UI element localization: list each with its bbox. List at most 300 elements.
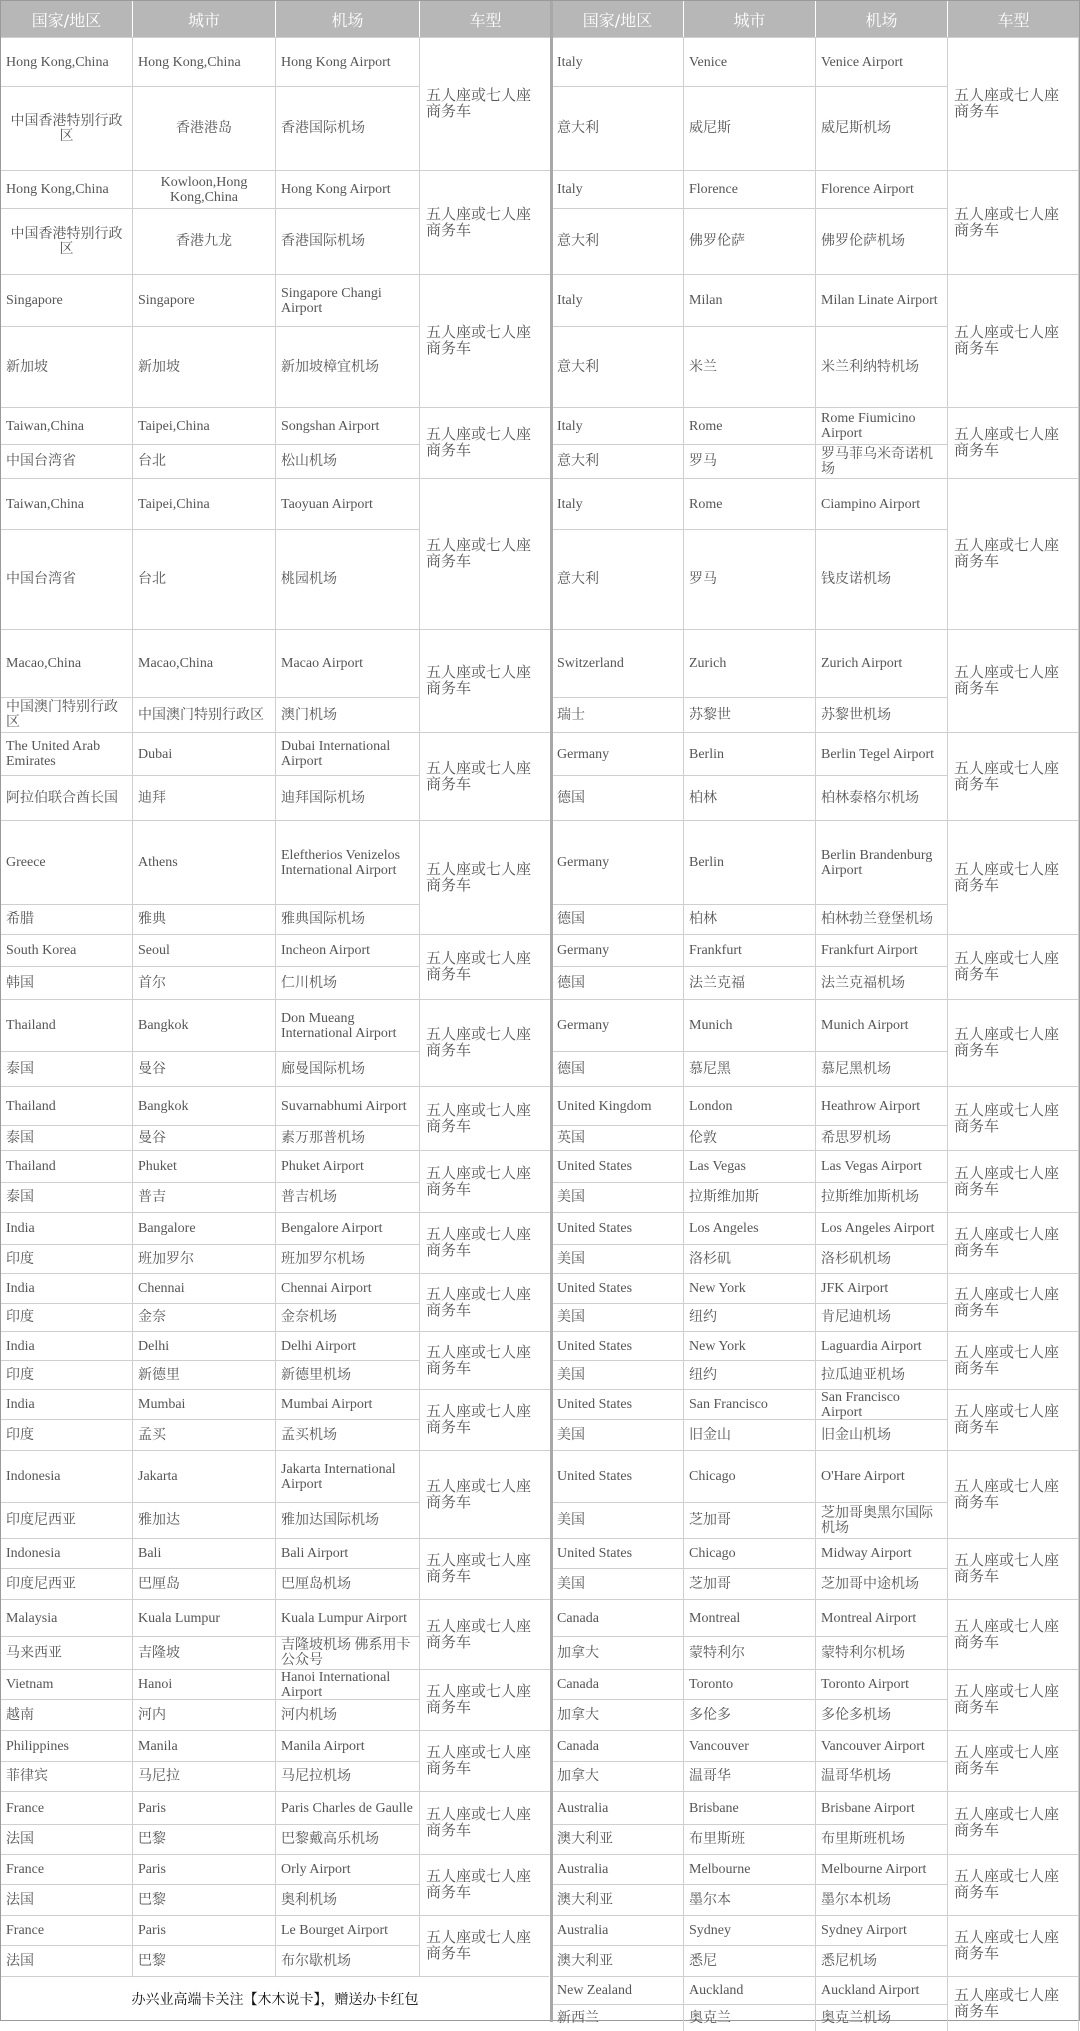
right-city-text: Sydney bbox=[689, 1923, 731, 1938]
left-car-type-cell: 五人座或七人座商务车 bbox=[420, 629, 552, 732]
left-country-text: India bbox=[6, 1397, 35, 1412]
right-city-cell bbox=[684, 1699, 816, 1730]
right-airport-text: Vancouver Airport bbox=[821, 1738, 925, 1754]
left-country-cell bbox=[1, 1945, 133, 1976]
left-airport-text: 素万那普机场 bbox=[281, 1130, 365, 1146]
left-airport-cell bbox=[276, 934, 420, 966]
right-airport-text: 拉斯维加斯机场 bbox=[821, 1190, 919, 1205]
right-airport-text: 拉瓜迪亚机场 bbox=[821, 1367, 905, 1383]
right-car-type-cell: 五人座或七人座商务车 bbox=[948, 999, 1079, 1086]
right-airport-cell bbox=[816, 1419, 948, 1450]
right-country-text: 新西兰 bbox=[557, 2010, 599, 2026]
right-airport-cell bbox=[816, 1538, 948, 1568]
left-airport-text: Hong Kong Airport bbox=[281, 182, 391, 197]
right-country-text: 加拿大 bbox=[557, 1769, 599, 1784]
left-car-type-cell: 五人座或七人座商务车 bbox=[420, 1669, 552, 1730]
left-country-cell bbox=[1, 208, 133, 274]
right-city-cell bbox=[684, 1273, 816, 1303]
left-airport-cell bbox=[276, 966, 420, 999]
right-city-text: Frankfurt bbox=[689, 943, 742, 958]
right-car-type-cell: 五人座或七人座商务车 bbox=[948, 274, 1079, 407]
left-city-text: 迪拜 bbox=[138, 790, 166, 806]
left-city-cell bbox=[133, 1884, 276, 1915]
left-city-cell bbox=[133, 1244, 276, 1273]
left-city-cell bbox=[133, 1824, 276, 1854]
right-city-cell bbox=[684, 444, 816, 478]
right-city-text: 芝加哥 bbox=[689, 1576, 731, 1592]
right-city-text: 罗马 bbox=[689, 572, 717, 587]
right-airport-text: San Francisco Airport bbox=[821, 1389, 900, 1419]
right-airport-cell bbox=[816, 274, 948, 326]
left-country-text: 印度 bbox=[6, 1367, 34, 1383]
right-country-text: Germany bbox=[557, 943, 610, 958]
right-airport-cell bbox=[816, 999, 948, 1051]
left-country-cell bbox=[1, 1824, 133, 1854]
right-car-type-cell: 五人座或七人座商务车 bbox=[948, 407, 1079, 478]
left-airport-text: 金奈机场 bbox=[281, 1310, 337, 1325]
left-airport-text: 松山机场 bbox=[281, 454, 337, 469]
left-city-text: 巴厘岛 bbox=[138, 1576, 180, 1592]
right-car-type-cell: 五人座或七人座商务车 bbox=[948, 1669, 1079, 1730]
left-country-cell bbox=[1, 407, 133, 444]
right-city-cell bbox=[684, 1303, 816, 1331]
right-city-text: 旧金山 bbox=[689, 1427, 731, 1443]
left-airport-text: Songshan Airport bbox=[281, 418, 380, 434]
right-city-cell bbox=[684, 407, 816, 444]
left-country-cell bbox=[1, 1419, 133, 1450]
left-airport-cell bbox=[276, 732, 420, 775]
left-airport-cell bbox=[276, 999, 420, 1051]
left-airport-cell bbox=[276, 1244, 420, 1273]
right-airport-text: Brisbane Airport bbox=[821, 1800, 915, 1816]
left-city-cell bbox=[133, 1303, 276, 1331]
right-city-text: Milan bbox=[689, 293, 723, 308]
left-city-text: Paris bbox=[138, 1800, 166, 1816]
left-airport-cell bbox=[276, 1636, 420, 1669]
left-airport-cell bbox=[276, 697, 420, 732]
left-country-text: 中国香港特别行政区 bbox=[10, 113, 123, 144]
right-country-text: 美国 bbox=[557, 1251, 585, 1267]
left-city-text: Singapore bbox=[138, 293, 195, 308]
right-city-cell bbox=[684, 732, 816, 775]
left-airport-cell bbox=[276, 208, 420, 274]
left-car-type-cell: 五人座或七人座商务车 bbox=[420, 1538, 552, 1599]
right-airport-cell bbox=[816, 1599, 948, 1636]
left-country-cell bbox=[1, 1568, 133, 1599]
right-city-cell bbox=[684, 1389, 816, 1419]
right-car-type-cell: 五人座或七人座商务车 bbox=[948, 1854, 1079, 1915]
right-airport-cell bbox=[816, 1051, 948, 1086]
right-airport-cell bbox=[816, 86, 948, 170]
left-city-text: 班加罗尔 bbox=[138, 1251, 194, 1267]
left-country-cell bbox=[1, 274, 133, 326]
left-airport-cell bbox=[276, 1699, 420, 1730]
right-country-cell bbox=[552, 1150, 684, 1182]
right-car-type-cell: 五人座或七人座商务车 bbox=[948, 934, 1079, 999]
right-city-text: San Francisco bbox=[689, 1397, 768, 1412]
right-country-cell bbox=[552, 86, 684, 170]
right-country-cell bbox=[552, 170, 684, 208]
left-city-cell bbox=[133, 86, 276, 170]
right-airport-text: Los Angeles Airport bbox=[821, 1221, 935, 1236]
right-airport-cell bbox=[816, 1150, 948, 1182]
left-airport-text: Don Mueang International Airport bbox=[281, 1010, 397, 1041]
left-country-cell bbox=[1, 1884, 133, 1915]
right-airport-text: 法兰克福机场 bbox=[821, 975, 905, 991]
left-car-type-cell: 五人座或七人座商务车 bbox=[420, 1273, 552, 1331]
right-airport-text: Ciampino Airport bbox=[821, 496, 921, 512]
right-city-cell bbox=[684, 1086, 816, 1125]
right-airport-text: 墨尔本机场 bbox=[821, 1892, 891, 1908]
left-city-text: Bangkok bbox=[138, 1018, 189, 1033]
right-airport-cell bbox=[816, 478, 948, 529]
left-city-cell bbox=[133, 274, 276, 326]
header-country-right: 国家/地区 bbox=[552, 1, 684, 37]
right-country-text: Canada bbox=[557, 1738, 599, 1754]
right-country-text: Italy bbox=[557, 496, 583, 512]
left-country-cell bbox=[1, 775, 133, 820]
left-country-cell bbox=[1, 1212, 133, 1244]
right-city-text: 罗马 bbox=[689, 454, 717, 469]
right-airport-text: 佛罗伦萨机场 bbox=[821, 234, 905, 249]
right-country-cell bbox=[552, 1273, 684, 1303]
left-city-cell bbox=[133, 1945, 276, 1976]
left-country-text: 中国台湾省 bbox=[6, 454, 76, 469]
left-airport-cell bbox=[276, 1303, 420, 1331]
right-city-cell bbox=[684, 697, 816, 732]
right-airport-text: Florence Airport bbox=[821, 182, 914, 197]
left-city-text: Jakarta bbox=[138, 1469, 178, 1484]
right-city-text: New York bbox=[689, 1338, 746, 1354]
right-city-text: 奥克兰 bbox=[689, 2010, 731, 2026]
left-country-cell bbox=[1, 1125, 133, 1150]
left-airport-text: Chennai Airport bbox=[281, 1281, 372, 1296]
right-country-text: United States bbox=[557, 1338, 633, 1354]
left-city-text: Kuala Lumpur bbox=[138, 1610, 221, 1626]
left-airport-cell bbox=[276, 1538, 420, 1568]
left-city-cell bbox=[133, 1761, 276, 1791]
right-city-cell bbox=[684, 1824, 816, 1854]
right-city-text: Rome bbox=[689, 418, 723, 434]
left-city-text: 香港九龙 bbox=[176, 234, 232, 249]
left-country-cell bbox=[1, 1244, 133, 1273]
left-airport-cell bbox=[276, 274, 420, 326]
left-city-cell bbox=[133, 1915, 276, 1945]
right-city-text: Las Vegas bbox=[689, 1159, 746, 1174]
right-airport-cell bbox=[816, 1360, 948, 1389]
left-city-text: 雅典 bbox=[138, 912, 166, 927]
left-airport-cell bbox=[276, 1331, 420, 1360]
left-airport-cell bbox=[276, 86, 420, 170]
left-airport-cell bbox=[276, 1761, 420, 1791]
left-country-cell bbox=[1, 1791, 133, 1824]
left-country-text: 中国香港特别行政区 bbox=[10, 226, 123, 257]
right-city-cell bbox=[684, 1945, 816, 1976]
left-airport-text: Phuket Airport bbox=[281, 1159, 364, 1174]
right-airport-text: Midway Airport bbox=[821, 1546, 912, 1561]
right-car-type-cell: 五人座或七人座商务车 bbox=[948, 1331, 1079, 1389]
right-city-cell bbox=[684, 820, 816, 904]
right-airport-cell bbox=[816, 1824, 948, 1854]
left-country-text: France bbox=[6, 1862, 45, 1877]
right-airport-cell bbox=[816, 2004, 948, 2031]
right-country-cell bbox=[552, 274, 684, 326]
right-city-text: Rome bbox=[689, 496, 723, 512]
right-country-cell bbox=[552, 1915, 684, 1945]
right-city-text: Montreal bbox=[689, 1610, 741, 1626]
header-car-right: 车型 bbox=[948, 1, 1079, 37]
left-airport-text: 雅典国际机场 bbox=[281, 912, 365, 927]
left-country-text: 越南 bbox=[6, 1707, 34, 1723]
left-country-cell bbox=[1, 1331, 133, 1360]
right-airport-cell bbox=[816, 1212, 948, 1244]
right-airport-text: Rome Fiumicino Airport bbox=[821, 411, 916, 441]
right-car-type-cell: 五人座或七人座商务车 bbox=[948, 1212, 1079, 1273]
right-airport-cell bbox=[816, 1945, 948, 1976]
left-city-text: Seoul bbox=[138, 943, 170, 958]
right-city-cell bbox=[684, 1212, 816, 1244]
left-airport-cell bbox=[276, 1502, 420, 1538]
left-airport-text: 奥利机场 bbox=[281, 1892, 337, 1908]
right-airport-text: 洛杉矶机场 bbox=[821, 1251, 891, 1267]
left-country-text: Thailand bbox=[6, 1018, 56, 1033]
left-airport-text: Jakarta International Airport bbox=[281, 1461, 396, 1492]
right-country-text: United States bbox=[557, 1546, 633, 1561]
left-airport-text: Bengalore Airport bbox=[281, 1221, 383, 1236]
left-city-text: Bangkok bbox=[138, 1098, 189, 1114]
left-country-text: India bbox=[6, 1338, 35, 1354]
left-city-cell bbox=[133, 1599, 276, 1636]
right-country-text: Australia bbox=[557, 1862, 609, 1877]
right-airport-text: 芝加哥中途机场 bbox=[821, 1576, 919, 1592]
right-airport-cell bbox=[816, 1791, 948, 1824]
left-city-text: Mumbai bbox=[138, 1397, 186, 1412]
right-city-cell bbox=[684, 170, 816, 208]
right-city-cell bbox=[684, 1051, 816, 1086]
right-city-text: Vancouver bbox=[689, 1738, 749, 1754]
right-city-text: Melbourne bbox=[689, 1862, 751, 1877]
right-airport-text: Las Vegas Airport bbox=[821, 1159, 922, 1174]
right-car-type-cell: 五人座或七人座商务车 bbox=[948, 170, 1079, 274]
left-airport-text: Paris Charles de Gaulle bbox=[281, 1800, 413, 1816]
right-airport-text: 威尼斯机场 bbox=[821, 121, 891, 136]
right-city-cell bbox=[684, 904, 816, 934]
right-country-text: 美国 bbox=[557, 1513, 585, 1528]
left-country-text: 印度尼西亚 bbox=[6, 1576, 76, 1592]
right-country-cell bbox=[552, 37, 684, 86]
left-city-text: 台北 bbox=[138, 572, 166, 587]
left-city-text: 巴黎 bbox=[138, 1832, 166, 1847]
left-country-cell bbox=[1, 1636, 133, 1669]
left-country-text: 阿拉伯联合酋长国 bbox=[6, 790, 118, 806]
left-country-text: Hong Kong,China bbox=[6, 182, 109, 197]
left-city-text: Athens bbox=[138, 855, 178, 870]
left-city-cell bbox=[133, 1502, 276, 1538]
left-car-type-cell: 五人座或七人座商务车 bbox=[420, 1331, 552, 1389]
right-country-text: Germany bbox=[557, 746, 610, 762]
right-city-text: 拉斯维加斯 bbox=[689, 1190, 759, 1205]
left-airport-text: 巴黎戴高乐机场 bbox=[281, 1832, 379, 1847]
left-city-cell bbox=[133, 1699, 276, 1730]
right-country-text: 澳大利亚 bbox=[557, 1832, 613, 1847]
left-country-text: 泰国 bbox=[6, 1061, 34, 1077]
header-airport-left: 机场 bbox=[276, 1, 420, 37]
left-country-cell bbox=[1, 1182, 133, 1212]
left-airport-text: 新加坡樟宜机场 bbox=[281, 359, 379, 375]
left-country-cell bbox=[1, 1699, 133, 1730]
right-city-cell bbox=[684, 1636, 816, 1669]
left-country-text: India bbox=[6, 1221, 35, 1236]
right-city-text: Florence bbox=[689, 182, 738, 197]
left-city-cell bbox=[133, 999, 276, 1051]
right-city-text: Berlin bbox=[689, 855, 724, 870]
left-car-type-cell: 五人座或七人座商务车 bbox=[420, 1086, 552, 1150]
right-city-cell bbox=[684, 37, 816, 86]
right-city-text: Chicago bbox=[689, 1469, 736, 1484]
right-airport-cell bbox=[816, 444, 948, 478]
left-country-cell bbox=[1, 697, 133, 732]
right-country-cell bbox=[552, 1824, 684, 1854]
left-airport-cell bbox=[276, 1568, 420, 1599]
left-city-text: Taipei,China bbox=[138, 496, 210, 512]
left-city-text: Hanoi bbox=[138, 1677, 173, 1692]
left-country-cell bbox=[1, 999, 133, 1051]
left-country-cell bbox=[1, 1360, 133, 1389]
right-city-cell bbox=[684, 934, 816, 966]
right-airport-text: 肯尼迪机场 bbox=[821, 1310, 891, 1325]
right-airport-cell bbox=[816, 1761, 948, 1791]
right-car-type-cell: 五人座或七人座商务车 bbox=[948, 1791, 1079, 1854]
right-city-text: Los Angeles bbox=[689, 1221, 759, 1236]
right-airport-text: 柏林勃兰登堡机场 bbox=[821, 912, 933, 927]
right-country-cell bbox=[552, 1086, 684, 1125]
left-city-cell bbox=[133, 407, 276, 444]
right-city-text: 蒙特利尔 bbox=[689, 1645, 745, 1661]
right-airport-text: Frankfurt Airport bbox=[821, 943, 918, 958]
right-city-text: 威尼斯 bbox=[689, 121, 731, 136]
left-country-cell bbox=[1, 629, 133, 697]
left-country-text: 法国 bbox=[6, 1832, 34, 1847]
left-airport-text: 新德里机场 bbox=[281, 1367, 351, 1383]
right-country-cell bbox=[552, 1360, 684, 1389]
left-airport-text: Manila Airport bbox=[281, 1738, 365, 1754]
left-airport-cell bbox=[276, 1945, 420, 1976]
left-airport-cell bbox=[276, 820, 420, 904]
left-city-cell bbox=[133, 697, 276, 732]
left-city-cell bbox=[133, 1419, 276, 1450]
right-airport-text: 罗马菲乌米奇诺机场 bbox=[821, 446, 933, 477]
right-car-type-cell: 五人座或七人座商务车 bbox=[948, 1150, 1079, 1212]
right-airport-cell bbox=[816, 904, 948, 934]
left-country-text: Thailand bbox=[6, 1098, 56, 1114]
left-city-cell bbox=[133, 1854, 276, 1884]
left-city-text: 香港港岛 bbox=[176, 121, 232, 136]
right-city-text: Zurich bbox=[689, 656, 727, 671]
left-country-text: 印度尼西亚 bbox=[6, 1513, 76, 1528]
right-city-text: 墨尔本 bbox=[689, 1892, 731, 1908]
left-airport-cell bbox=[276, 1360, 420, 1389]
right-airport-cell bbox=[816, 37, 948, 86]
left-airport-text: Hanoi International Airport bbox=[281, 1669, 391, 1699]
right-country-cell bbox=[552, 904, 684, 934]
header-city-left: 城市 bbox=[133, 1, 276, 37]
right-airport-text: 钱皮诺机场 bbox=[821, 572, 891, 587]
right-country-cell bbox=[552, 1699, 684, 1730]
left-airport-cell bbox=[276, 629, 420, 697]
header-car-left: 车型 bbox=[420, 1, 552, 37]
left-airport-text: Dubai International Airport bbox=[281, 739, 391, 769]
left-city-text: 曼谷 bbox=[138, 1130, 166, 1146]
right-city-text: 伦敦 bbox=[689, 1130, 717, 1146]
right-country-cell bbox=[552, 1244, 684, 1273]
left-car-type-cell: 五人座或七人座商务车 bbox=[420, 1599, 552, 1669]
left-city-text: 孟买 bbox=[138, 1427, 166, 1443]
left-city-text: 首尔 bbox=[138, 975, 166, 991]
left-airport-text: Le Bourget Airport bbox=[281, 1923, 389, 1938]
left-city-cell bbox=[133, 37, 276, 86]
left-country-text: 印度 bbox=[6, 1251, 34, 1267]
right-country-text: Switzerland bbox=[557, 656, 624, 671]
left-country-text: 新加坡 bbox=[6, 359, 48, 375]
right-airport-text: Berlin Brandenburg Airport bbox=[821, 847, 933, 878]
right-car-type-cell: 五人座或七人座商务车 bbox=[948, 1450, 1079, 1538]
left-country-text: 马来西亚 bbox=[6, 1645, 62, 1661]
left-country-text: 法国 bbox=[6, 1892, 34, 1908]
right-city-text: Auckland bbox=[689, 1983, 744, 1998]
header-airport-right: 机场 bbox=[816, 1, 948, 37]
left-airport-text: 河内机场 bbox=[281, 1707, 337, 1723]
left-country-text: 印度 bbox=[6, 1310, 34, 1325]
footer-note: 办兴业高端卡关注【木木说卡】，赠送办卡红包 bbox=[1, 1976, 549, 2021]
left-city-cell bbox=[133, 629, 276, 697]
right-city-text: 法兰克福 bbox=[689, 975, 745, 991]
left-country-cell bbox=[1, 1599, 133, 1636]
left-car-type-cell: 五人座或七人座商务车 bbox=[420, 1915, 552, 1976]
left-airport-text: Orly Airport bbox=[281, 1862, 351, 1877]
left-city-cell bbox=[133, 1538, 276, 1568]
right-country-text: 美国 bbox=[557, 1576, 585, 1592]
right-car-type-cell: 五人座或七人座商务车 bbox=[948, 820, 1079, 934]
header-country-left: 国家/地区 bbox=[1, 1, 133, 37]
left-city-cell bbox=[133, 1150, 276, 1182]
right-city-cell bbox=[684, 274, 816, 326]
left-airport-cell bbox=[276, 478, 420, 529]
left-country-cell bbox=[1, 326, 133, 407]
right-car-type-cell: 五人座或七人座商务车 bbox=[948, 1273, 1079, 1331]
left-airport-cell bbox=[276, 1450, 420, 1502]
right-country-cell bbox=[552, 934, 684, 966]
left-city-cell bbox=[133, 1331, 276, 1360]
left-country-text: Philippines bbox=[6, 1738, 70, 1754]
right-country-text: 德国 bbox=[557, 975, 585, 991]
right-city-cell bbox=[684, 326, 816, 407]
left-city-cell bbox=[133, 208, 276, 274]
left-car-type-cell: 五人座或七人座商务车 bbox=[420, 820, 552, 934]
right-country-text: United States bbox=[557, 1281, 633, 1296]
right-country-text: 美国 bbox=[557, 1190, 585, 1205]
right-airport-cell bbox=[816, 1244, 948, 1273]
left-car-type-cell: 五人座或七人座商务车 bbox=[420, 170, 552, 274]
right-city-text: 纽约 bbox=[689, 1367, 717, 1383]
right-country-text: 意大利 bbox=[557, 454, 599, 469]
left-airport-cell bbox=[276, 1182, 420, 1212]
right-airport-cell bbox=[816, 1636, 948, 1669]
right-country-text: Italy bbox=[557, 54, 583, 70]
left-car-type-cell: 五人座或七人座商务车 bbox=[420, 1450, 552, 1538]
left-airport-text: Taoyuan Airport bbox=[281, 496, 373, 512]
right-country-text: Australia bbox=[557, 1923, 609, 1938]
right-city-cell bbox=[684, 1244, 816, 1273]
